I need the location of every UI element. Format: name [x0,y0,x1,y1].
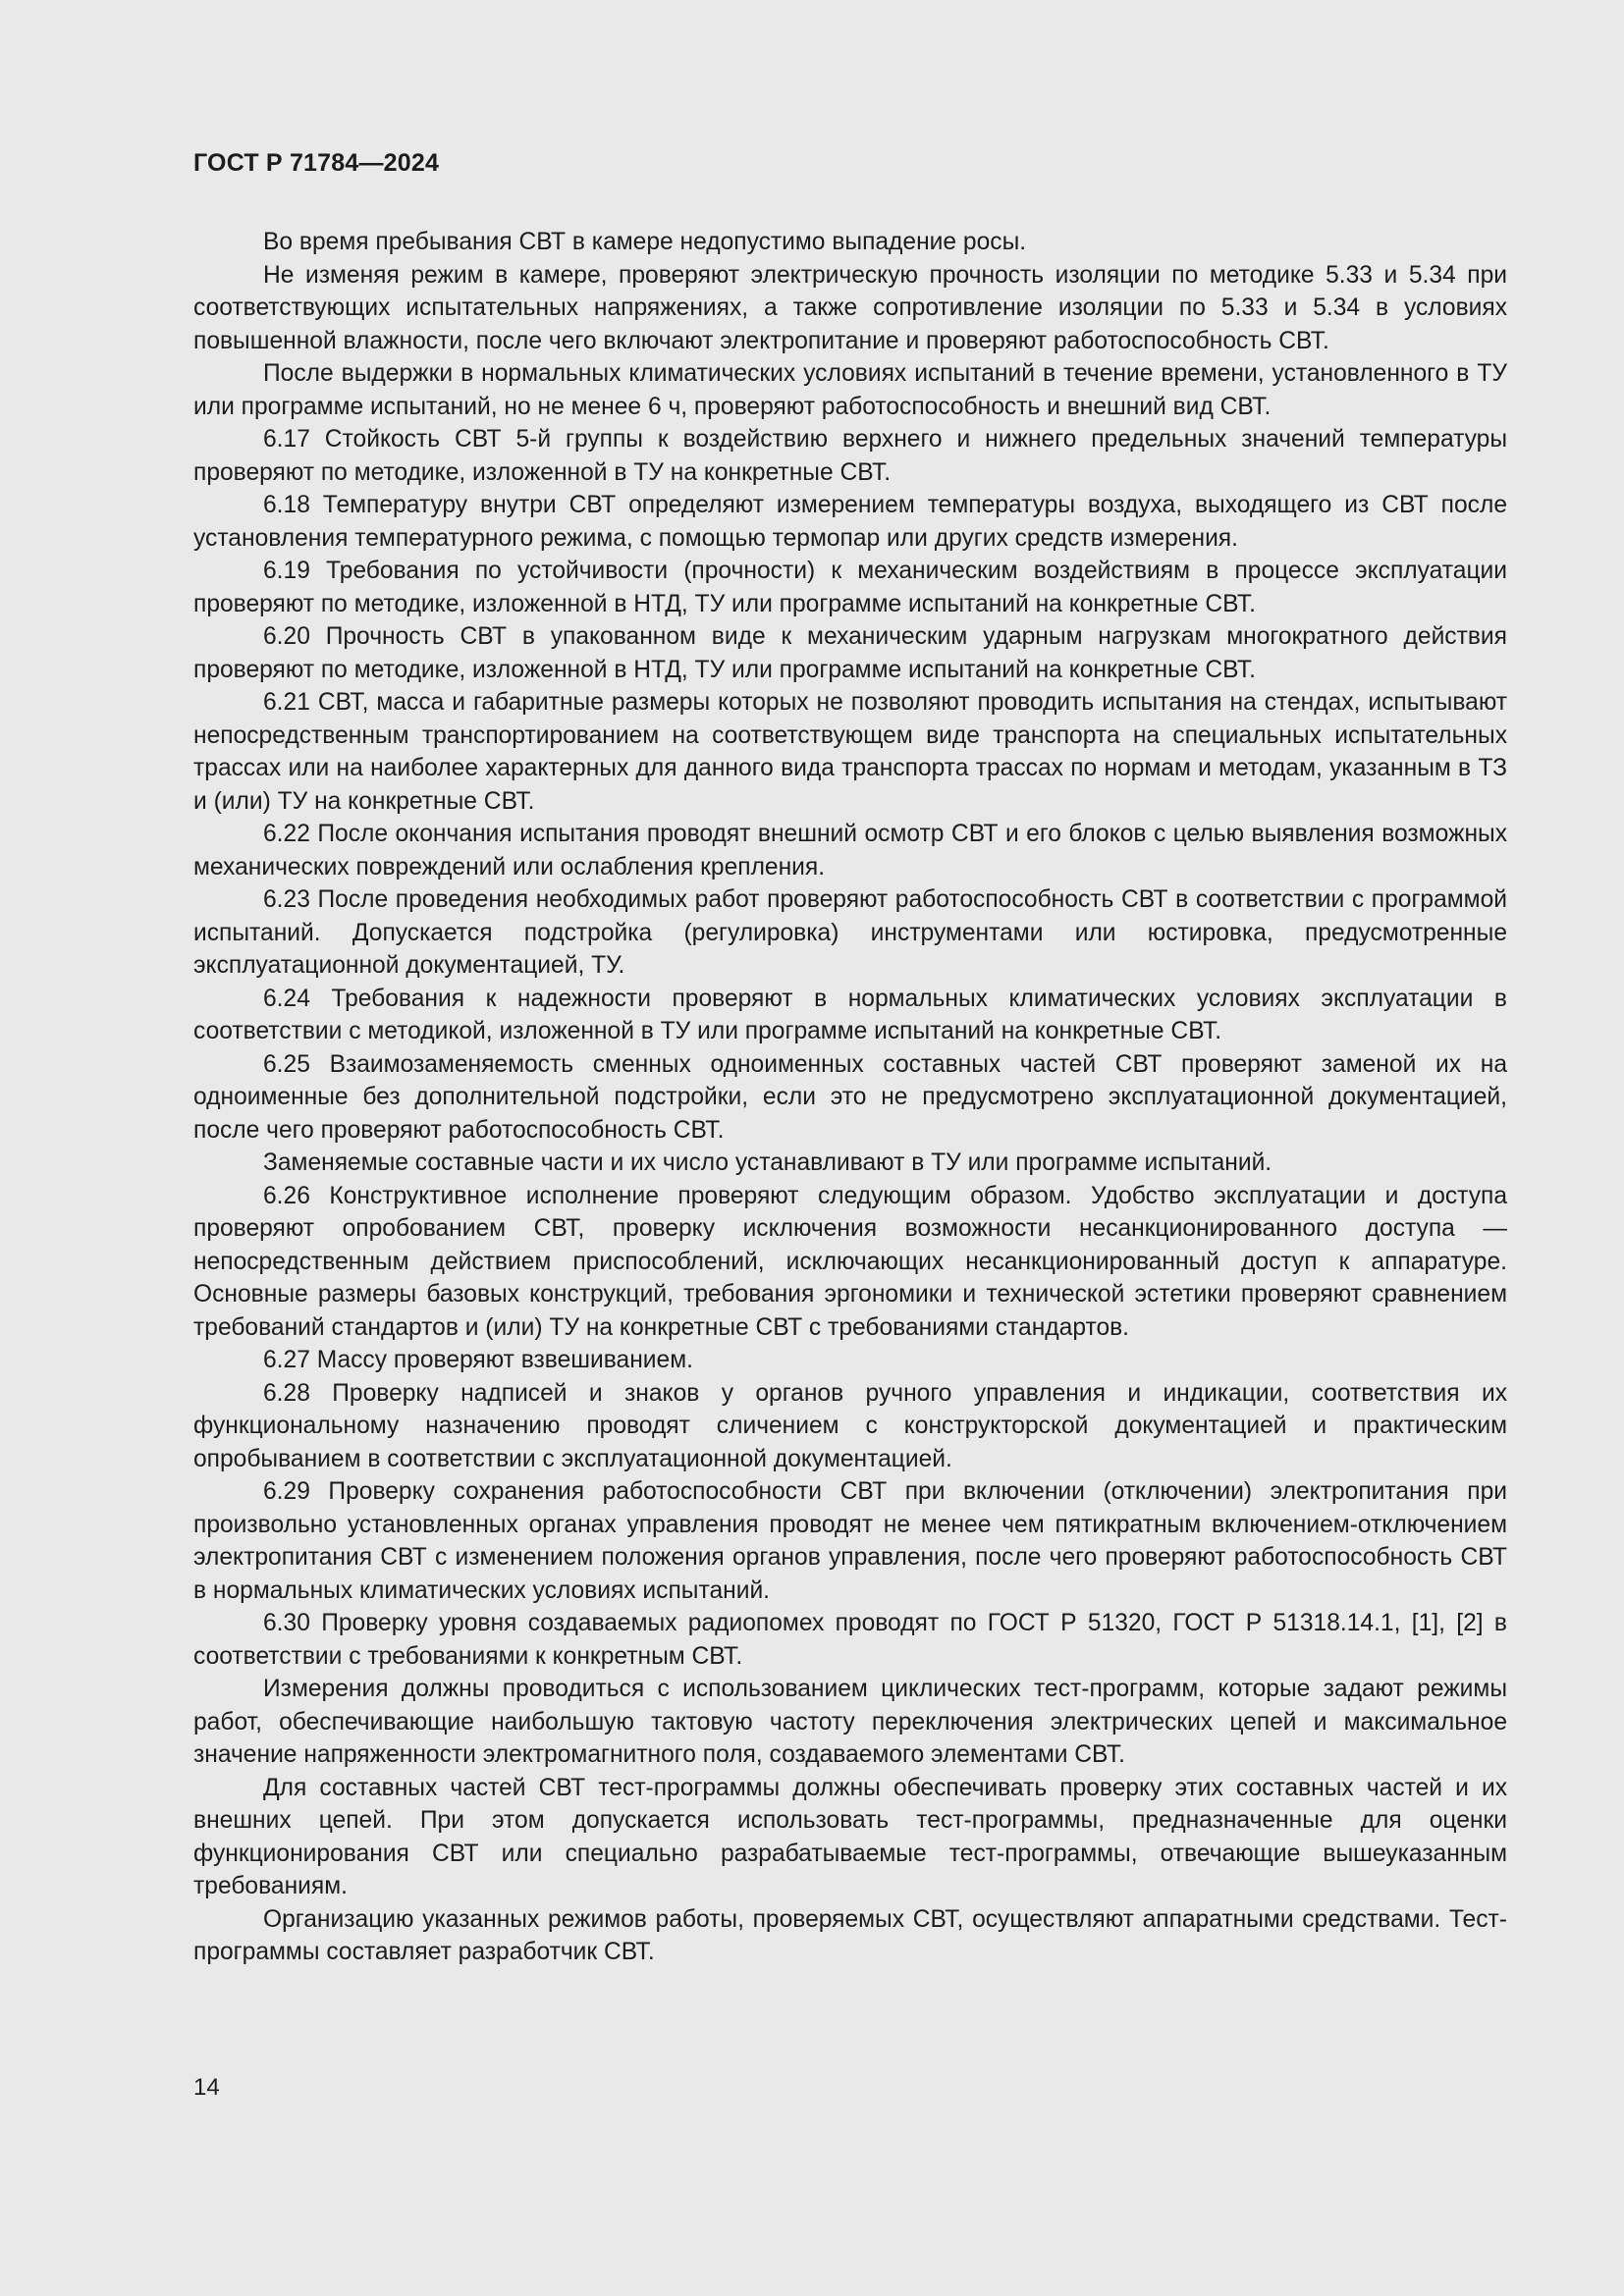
paragraph: Для составных частей СВТ тест-программы должны обеспечивать проверку этих составных частей и их внешних цепей. При этом допускается использовать тест-программы, предназначенные для оценки функционирования СВТ или специально разрабатываемые тест-программы, отвечающие вышеуказанным требованиям. [193,1774,1507,1899]
paragraph-6-18: 6.18 Температуру внутри СВТ определяют измерением температуры воздуха, выходящего из СВТ после установления температурного режима, с помощью термопар или других средств измерения. [193,492,1507,552]
paragraph: Не изменяя режим в камере, проверяют электрическую прочность изоляции по методике 5.33 и 5.34 при соответствующих испытательных напряжениях, а также сопротивление изоляции по 5.33 и 5.34 в условиях повышенной влажности, после чего включают электропитание и проверяют работоспособность СВТ. [193,261,1507,354]
paragraph-6-19: 6.19 Требования по устойчивости (прочности) к механическим воздействиям в процессе эксплуатации проверяют по методике, изложенной в НТД, ТУ или программе испытаний на конкретные СВТ. [193,558,1507,617]
paragraph-6-26: 6.26 Конструктивное исполнение проверяют следующим образом. Удобство эксплуатации и доступа проверяют опробованием СВТ, проверку исключения возможности несанкционированного доступа — непосредственным действием приспособлений, исключающих несанкционированный доступ к аппаратуре. Основные размеры базовых конструкций, требования эргономики и технической эстетики проверяют сравнением требований стандартов и (или) ТУ на конкретные СВТ с требованиями стандартов. [193,1182,1507,1341]
paragraph: Измерения должны проводиться с использованием циклических тест-программ, которые задают режимы работ, обеспечивающие наибольшую тактовую частоту переключения электрических цепей и максимальное значение напряженности электромагнитного поля, создаваемого элементами СВТ. [193,1676,1507,1768]
paragraph-6-23: 6.23 После проведения необходимых работ проверяют работоспособность СВТ в соответствии с программой испытаний. Допускается подстройка (регулировка) инструментами или юстировка, предусмотренные эксплуатационной документацией, ТУ. [193,886,1507,979]
paragraph: Во время пребывания СВТ в камере недопустимо выпадение росы. [263,229,1027,255]
paragraph: Заменяемые составные части и их число устанавливают в ТУ или программе испытаний. [263,1149,1272,1176]
paragraph-6-28: 6.28 Проверку надписей и знаков у органов ручного управления и индикации, соответствия их функциональному назначению проводят сличением с конструкторской документацией и практическим опробыванием в соответствии с эксплуатационной документацией. [193,1379,1507,1472]
paragraph-6-25: 6.25 Взаимозаменяемость сменных одноименных составных частей СВТ проверяют заменой их на одноименные без дополнительной подстройки, если это не предусмотрено эксплуатационной документацией, после чего проверяют работоспособность СВТ. [193,1050,1507,1144]
paragraph-6-22: 6.22 После окончания испытания проводят внешний осмотр СВТ и его блоков с целью выявления возможных механических повреждений или ослабления крепления. [193,821,1507,881]
document-header: ГОСТ Р 71784—2024 [193,149,440,177]
paragraph-6-29: 6.29 Проверку сохранения работоспособности СВТ при включении (отключении) электропитания при произвольно установленных органах управления проводят не менее чем пятикратным включением-отключением электропитания СВТ с изменением положения органов управления, после чего проверяют работоспособность СВТ в нормальных климатических условиях испытаний. [193,1478,1507,1604]
paragraph-6-30: 6.30 Проверку уровня создаваемых радиопомех проводят по ГОСТ Р 51320, ГОСТ Р 51318.14.1, [1], [2] в соответствии с требованиями к конкретным СВТ. [193,1610,1507,1670]
paragraph-6-24: 6.24 Требования к надежности проверяют в нормальных климатических условиях эксплуатации в соответствии с методикой, изложенной в ТУ или программе испытаний на конкретные СВТ. [193,985,1507,1044]
page-number: 14 [193,2074,220,2101]
paragraph-6-17: 6.17 Стойкость СВТ 5-й группы к воздействию верхнего и нижнего предельных значений температуры проверяют по методике, изложенной в ТУ на конкретные СВТ. [193,426,1507,486]
paragraph-6-20: 6.20 Прочность СВТ в упакованном виде к механическим ударным нагрузкам многократного действия проверяют по методике, изложенной в НТД, ТУ или программе испытаний на конкретные СВТ. [193,623,1507,683]
document-body [193,226,1507,1969]
paragraph-6-27: 6.27 Массу проверяют взвешиванием. [263,1347,693,1373]
paragraph-6-21: 6.21 СВТ, масса и габаритные размеры которых не позволяют проводить испытания на стендах, испытывают непосредственным транспортированием на соответствующем виде транспорта на специальных испытательных трассах или на наиболее характерных для данного вида транспорта трассах по нормам и методам, указанным в ТЗ и (или) ТУ на конкретные СВТ. [193,689,1507,815]
paragraph: После выдержки в нормальных климатических условиях испытаний в течение времени, установленного в ТУ или программе испытаний, но не менее 6 ч, проверяют работоспособность и внешний вид СВТ. [193,360,1507,420]
paragraph: Организацию указанных режимов работы, проверяемых СВТ, осуществляют аппаратными средствами. Тест-программы составляет разработчик СВТ. [193,1905,1507,1965]
